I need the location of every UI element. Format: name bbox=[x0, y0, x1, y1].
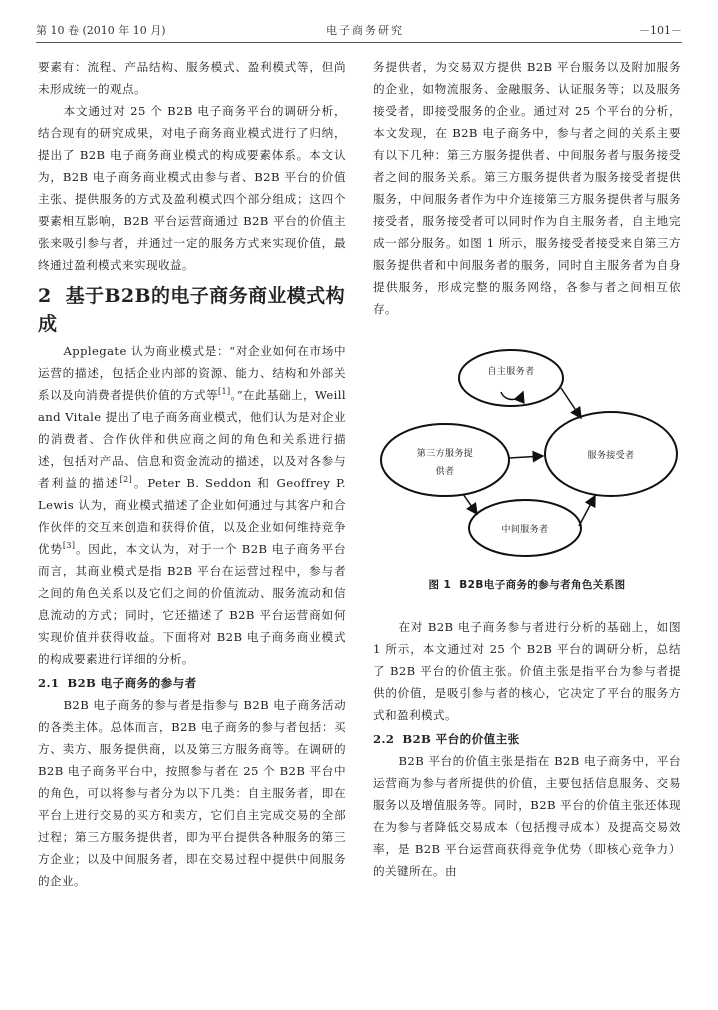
self-loop-arrow bbox=[501, 392, 523, 400]
edge-middle-to-receiver bbox=[579, 496, 595, 526]
node-receiver-label: 服务接受者 bbox=[587, 451, 635, 461]
text-run: Applegate 认为商业模式是：“对企业如何在市场中运营的描述，包括企业内部的资源、能力、结构和外部关系以及向消费者提供价值的方式等 bbox=[38, 344, 346, 402]
page-header bbox=[36, 22, 682, 42]
section-title-b2b: B2B bbox=[104, 285, 151, 307]
caption-b2b: B2B bbox=[459, 579, 484, 591]
left-column bbox=[38, 56, 346, 892]
node-third-label-2: 供者 bbox=[435, 467, 455, 477]
node-self-label: 自主服务者 bbox=[487, 367, 535, 377]
section-title-prefix: 基于 bbox=[65, 285, 105, 307]
subsection-heading bbox=[373, 728, 681, 750]
paragraph: 在对 B2B 电子商务参与者进行分析的基础上，如图 1 所示，本文通过对 25 个 B2B 平台的调研分析，总结了 B2B 平台的价值主张。价值主张是指平台为参与者提供的价值，是吸引参与者的核心，它决定了平台的服务方式和盈利模式。 bbox=[373, 620, 681, 722]
text-run: 。因此，本文认为，对于一个 B2B 电子商务平台而言，其商业模式是指 B2B 平台在运营过程中，参与者之间的角色关系以及它们之间的价值流动、服务流动和信息流动的方式；同时，它还描述了 B2B 平台运营商如何实现价值并获得收益。下面将对 B2B 电子商务商业模式的构成要素进行详细的分析。 bbox=[38, 542, 346, 666]
edge-self-to-receiver bbox=[561, 388, 581, 418]
journal-name: 电子商务研究 bbox=[326, 24, 404, 37]
paragraph: 要素有：流程、产品结构、服务模式、盈利模式等，但尚未形成统一的观点。 bbox=[38, 60, 346, 96]
header-rule bbox=[36, 42, 682, 43]
edge-third-to-middle bbox=[463, 494, 477, 514]
figure-1 bbox=[373, 330, 681, 570]
node-middle-label: 中间服务者 bbox=[501, 525, 549, 535]
relationship-diagram bbox=[373, 330, 681, 570]
text-run: 。Peter B. Seddon 和 Geoffrey P. Lewis 认为，商业模式描述了企业如何通过与其客户和合作伙伴的交互来创造和获得价值，以及企业如何维持竞争优势 bbox=[38, 476, 347, 556]
caption-text: 电子商务的参与者角色关系图 bbox=[483, 579, 626, 591]
node-third-party bbox=[381, 424, 509, 496]
paragraph: B2B 电子商务的参与者是指参与 B2B 电子商务活动的各类主体。总体而言，B2B 电子商务的参与者包括：买方、卖方、服务提供商，以及第三方服务商等。在调研的 B2B 电子商务平台中，按照参与者在 25 个 B2B 平台中的角色，可以将参与者分为以下几类：自主服务者，即在平台上进行交易的买方和卖方，它们自主完成交易的全部过程；第三方服务提供者，即为平台提供各种服务的第三方企业；以及中间服务者，即在交易过程中提供中间服务的企业。 bbox=[38, 698, 346, 888]
subsection-heading bbox=[38, 672, 346, 694]
subsection-title: B2B 电子商务的参与者 bbox=[67, 676, 197, 690]
caption-label: 图 1 bbox=[428, 579, 452, 591]
citation: [1] bbox=[217, 387, 231, 397]
node-third-label-1: 第三方服务提 bbox=[416, 449, 474, 459]
subsection-number: 2.1 bbox=[38, 676, 60, 690]
section-number: 2 bbox=[38, 285, 52, 307]
section-heading bbox=[38, 282, 346, 338]
citation: [3] bbox=[62, 541, 76, 551]
edge-third-to-receiver bbox=[509, 456, 543, 458]
figure-caption bbox=[373, 574, 681, 596]
paragraph bbox=[38, 340, 346, 670]
paragraph: 务提供者，为交易双方提供 B2B 平台服务以及附加服务的企业，如物流服务、金融服务、认证服务等；以及服务接受者，即接受服务的企业。通过对 25 个平台的分析，本文发现，在 B2B 电子商务中，参与者之间的关系主要有以下几种：第三方服务提供者、中间服务者与服务接受者之间的服务关系。第三方服务提供者为服务接受者提供服务，中间服务者作为中介连接第三方服务提供者与服务接受者，服务接受者可以同时作为自主服务者，自主地完成一部分服务。如图 1 所示，服务接受者接受来自第三方服务提供者和中间服务者的服务，同时自主服务者为自身提供服务，形成完整的服务网络，各参与者之间相互依存。 bbox=[373, 60, 681, 316]
subsection-number: 2.2 bbox=[373, 732, 395, 746]
citation: [2] bbox=[119, 475, 133, 485]
right-column bbox=[373, 56, 681, 882]
page-number: －101－ bbox=[639, 24, 682, 37]
paragraph: B2B 平台的价值主张是指在 B2B 电子商务中，平台运营商为参与者所提供的价值，主要包括信息服务、交易服务以及增值服务等。同时，B2B 平台的价值主张还体现在为参与者降低交易成本（包括搜寻成本）及提高交易效率，是 B2B 平台运营商获得竞争优势（即核心竞争力）的关键所在。由 bbox=[373, 754, 681, 878]
subsection-title: B2B 平台的价值主张 bbox=[402, 732, 520, 746]
journal-issue: 第 10 卷 (2010 年 10 月) bbox=[36, 24, 166, 37]
text-run: 。”在此基础上，Weill and Vitale 提出了电子商务商业模式，他们认为是对企业的消费者、合作伙伴和供应商之间的角色和关系进行描述，包括对产品、信息和资金流动的描述，以及对各参与者利益的描述 bbox=[38, 388, 346, 490]
node-self-service bbox=[459, 350, 563, 406]
paragraph: 本文通过对 25 个 B2B 电子商务平台的调研分析，结合现有的研究成果，对电子商务商业模式进行了归纳，提出了 B2B 电子商务商业模式的构成要素体系。本文认为，B2B 电子商务商业模式由参与者、B2B 平台的价值主张、提供服务的方式及盈利模式四个部分组成；这四个要素相互影响，B2B 平台运营商通过 B2B 平台的价值主张来吸引参与者，并通过一定的服务方式来实现价值，最终通过盈利模式来实现收益。 bbox=[38, 104, 346, 272]
section-title-suffix: 的电子商务商业模式构成 bbox=[38, 285, 345, 335]
